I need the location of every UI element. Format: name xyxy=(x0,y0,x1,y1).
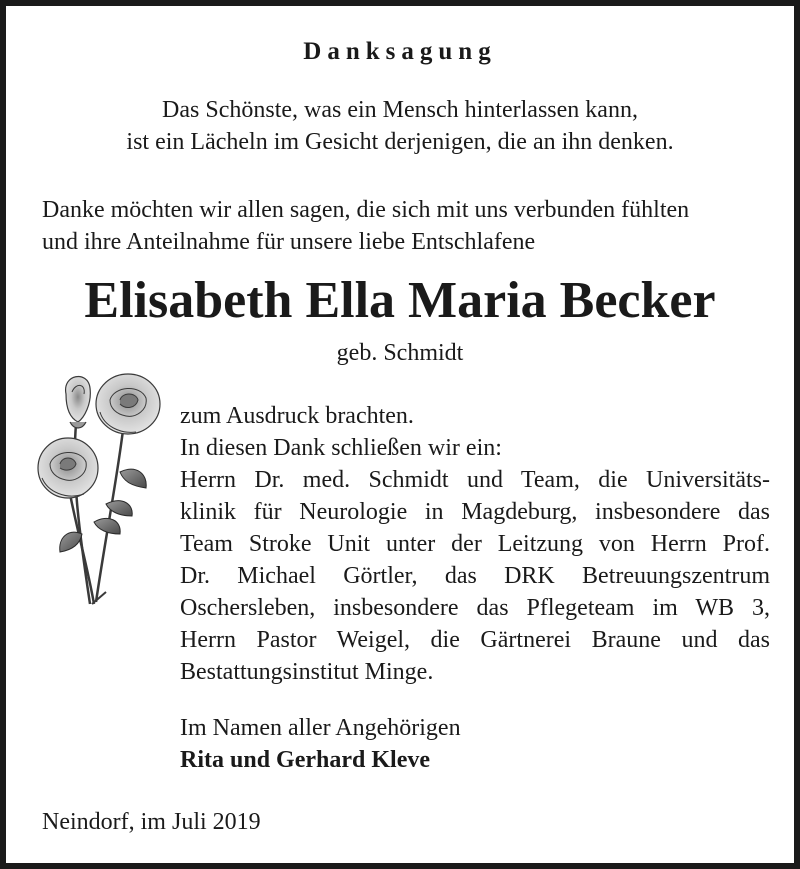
body-line: zum Ausdruck brachten. xyxy=(180,403,414,429)
thanks-intro xyxy=(42,194,689,258)
body-line: Herrn Pastor Weigel, die Gärtnerei Braune und das xyxy=(180,627,770,653)
roses-icon xyxy=(32,364,166,614)
quote-line: Das Schönste, was ein Mensch hinterlassen kann, xyxy=(162,97,638,123)
deceased-name: Elisabeth Ella Maria Becker xyxy=(84,272,716,329)
body-line: Bestattungsinstitut Minge. xyxy=(180,659,434,685)
quote-line: ist ein Lächeln im Gesicht derjenigen, die an ihn denken. xyxy=(126,129,674,155)
thanks-line: und ihre Anteilnahme für unsere liebe Entschlafene xyxy=(42,229,536,255)
thanks-line: Danke möchten wir allen sagen, die sich mit uns verbunden fühlten xyxy=(42,197,690,223)
closing-phrase: Im Namen aller Angehörigen xyxy=(180,715,461,741)
closing-block xyxy=(180,712,461,776)
maiden-name: geb. Schmidt xyxy=(336,340,464,366)
signers: Rita und Gerhard Kleve xyxy=(180,747,430,773)
body-line: Herrn Dr. med. Schmidt und Team, die Universitäts- xyxy=(180,467,770,493)
body-line: In diesen Dank schließen wir ein: xyxy=(180,435,502,461)
acknowledgement-text xyxy=(180,400,770,688)
body-line: Team Stroke Unit unter der Leitzung von Herrn Prof. xyxy=(180,531,770,557)
memorial-quote xyxy=(6,94,794,158)
body-line: Dr. Michael Görtler, das DRK Betreuungszentrum xyxy=(180,563,770,589)
body-line: Oschersleben, insbesondere das Pflegeteam im WB 3, xyxy=(180,595,770,621)
place-date: Neindorf, im Juli 2019 xyxy=(42,809,261,835)
notice-title: Danksagung xyxy=(303,38,497,65)
body-line: klinik für Neurologie in Magdeburg, insbesondere das xyxy=(180,499,770,525)
